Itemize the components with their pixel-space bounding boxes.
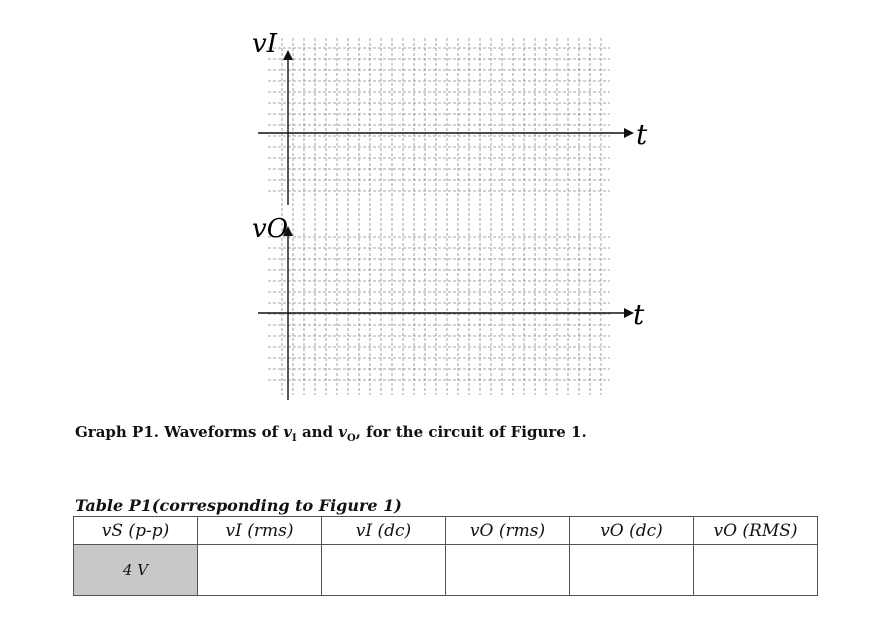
measurement-table — [73, 516, 818, 596]
header-vi-rms: vI (rms) — [198, 517, 322, 545]
cell-vi-rms[interactable] — [198, 545, 322, 596]
cell-vo-rms[interactable] — [446, 545, 570, 596]
lower-time-label: t — [633, 298, 645, 331]
table-row — [74, 545, 818, 596]
upper-axis-arrow-icon — [283, 50, 293, 60]
graph-caption: Graph P1. Waveforms of $v_I$ and $v_O$, for the circuit of Figure 1. — [75, 423, 587, 444]
cell-vs-value: 4 V — [74, 545, 198, 596]
cell-vo-dc[interactable] — [570, 545, 694, 596]
lower-axis-label: vO — [252, 214, 289, 244]
upper-time-arrow-icon — [624, 128, 634, 138]
header-vo-dc: vO (dc) — [570, 517, 694, 545]
header-vo-RMS: vO (RMS) — [694, 517, 818, 545]
grid-lines — [268, 38, 610, 395]
cell-vi-dc[interactable] — [322, 545, 446, 596]
table-title: Table P1(corresponding to Figure 1) — [75, 496, 402, 515]
table-header-row — [74, 517, 818, 545]
upper-time-label: t — [636, 118, 648, 151]
header-vi-dc: vI (dc) — [322, 517, 446, 545]
header-vo-rms: vO (rms) — [446, 517, 570, 545]
upper-axis-label: vI — [252, 29, 277, 59]
axes — [258, 50, 634, 400]
header-vs-pp: vS (p-p) — [74, 517, 198, 545]
cell-vo-RMS[interactable] — [694, 545, 818, 596]
